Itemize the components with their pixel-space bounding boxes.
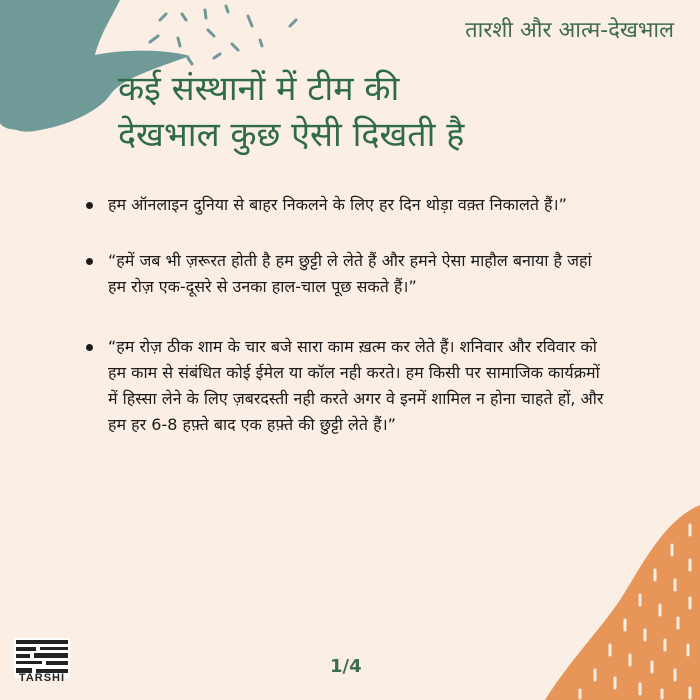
orange-corner-shape [545, 505, 700, 700]
brand-title: तारशी और आत्म-देखभाल [465, 18, 674, 43]
quote-text: “हम रोज़ ठीक शाम के चार बजे सारा काम ख़त्म कर लेते हैं। शनिवार और रविवार को हम काम से संबंधित कोई ईमेल या कॉल नही करते। हम किसी पर सामाजिक कार्यक्रमों में हिस्सा लेने के लिए ज़बरदस्ती नही करते अगर वे इनमें शामिल न होना चाहते हों, और हम हर 6-8 हफ़्ते बाद एक हफ़्ते की छुट्टी लेते हैं।” [108, 337, 604, 434]
quote-item [86, 192, 606, 218]
heading-line-2: देखभाल कुछ ऐसी दिखती है [118, 115, 465, 155]
quote-list [86, 192, 606, 468]
bullet-icon [86, 202, 93, 209]
bullet-icon [86, 258, 93, 265]
quote-text: हम ऑनलाइन दुनिया से बाहर निकलने के लिए हर दिन थोड़ा वक़्त निकालते हैं।” [108, 195, 567, 214]
logo-text: TARSHI [18, 672, 66, 684]
page-indicator: 1/4 [330, 656, 362, 677]
heading-line-1: कई संस्थानों में टीम की [118, 69, 400, 109]
quote-text: “हमें जब भी ज़रूरत होती है हम छुट्टी ले लेते हैं और हमने ऐसा माहौल बनाया है जहां हम रोज़ एक-दूसरे से उनका हाल-चाल पूछ सकते हैं।” [108, 251, 592, 296]
quote-item [86, 248, 606, 300]
quote-item [86, 334, 606, 438]
page-heading [118, 66, 638, 158]
bullet-icon [86, 344, 93, 351]
